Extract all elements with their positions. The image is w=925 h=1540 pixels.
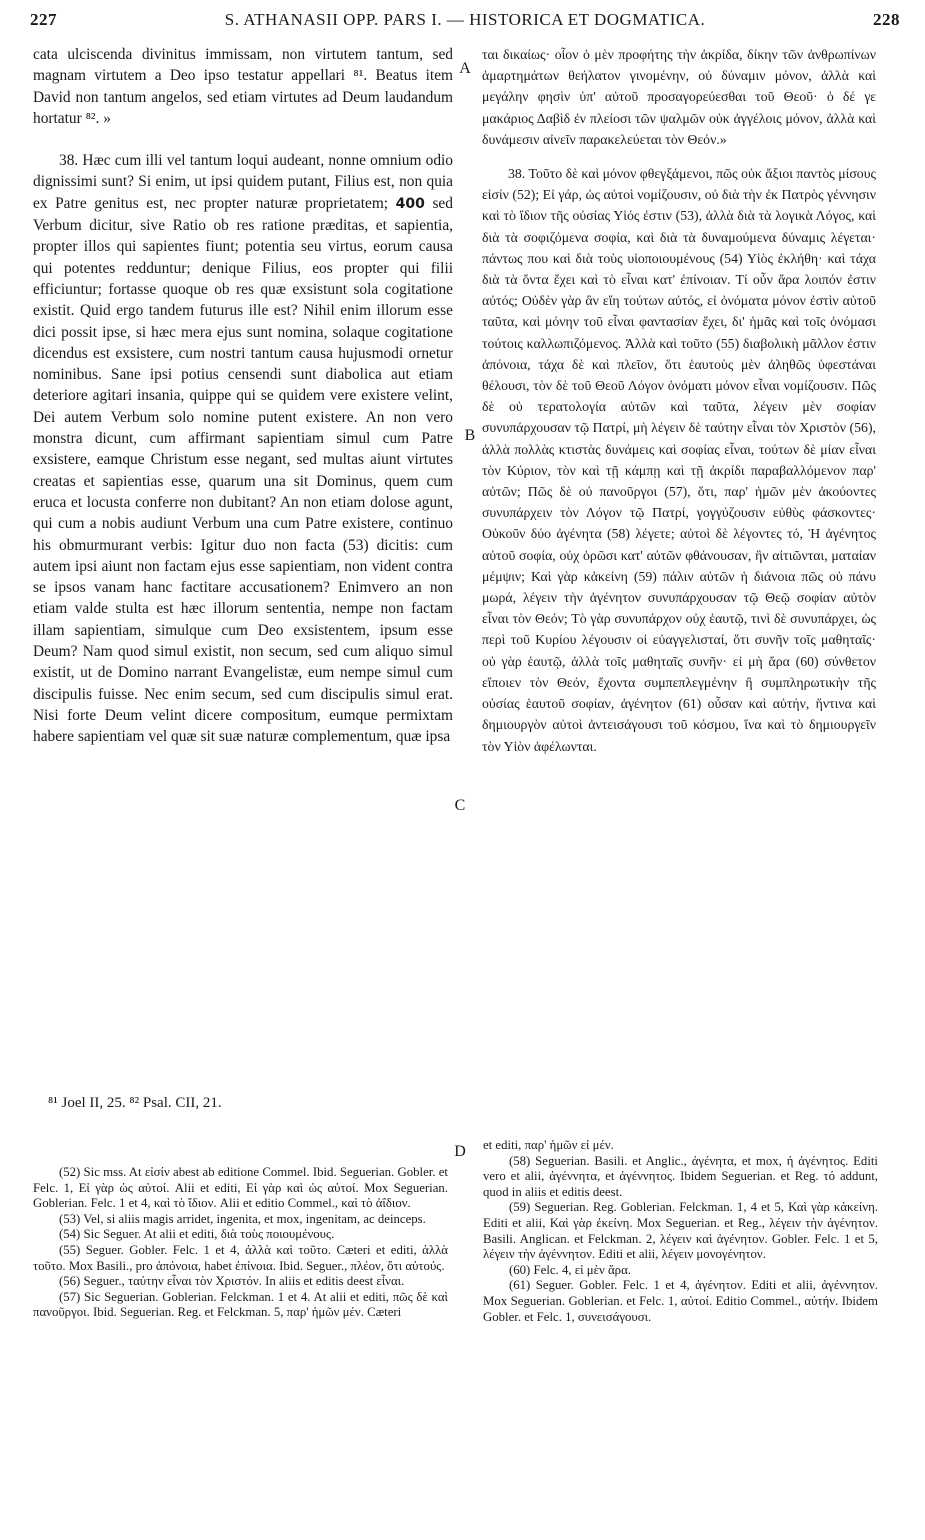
greek-paragraph-1: ται δικαίως· οἷον ὁ μὲν προφήτης τὴν ἀκρίδα, δίκην τῶν ἀνθρωπίνων ἁμαρτημάτων θεήλατον γινομένην, οὐ δύναμιν μόνον, ἀλλὰ καὶ μεγάλην φησὶν ὑπ' αὐτοῦ προσαγορεύεσθαι τοῦ Θεοῦ· ὁ δέ γε μακάριος Δαβὶδ ἐν πλείοσι τῶν ψαλμῶν οὐκ ἀγγέλοις μόνον, ἀλλὰ καὶ δυνάμεσιν αἰνεῖν παρακελεύεται τὸν Θεόν.» — [482, 47, 876, 147]
latin-column — [33, 44, 453, 748]
page-number-right: 228 — [873, 10, 900, 29]
footnote-55: (55) Seguer. Gobler. Felc. 1 et 4, ἀλλὰ καὶ τοῦτο. Cæteri et editi, ἀλλὰ τοῦτο. Mox Basili., pro ἀπόνοια, habet ἐπίνοια. Ibid. Seguer., πλέον, ὅτι αὐτούς. — [33, 1242, 448, 1273]
footnotes-right — [483, 1138, 878, 1325]
latin-paragraph-2-start: 38. Hæc cum illi vel tantum loqui audeant, nonne omnium odio dignissimi sunt? Si enim, ut ipsi quidem putant, Filius est, non quia ex Patre genitus est, nec propter naturæ proprietatem; — [33, 152, 453, 212]
footnote-53: (53) Vel, si aliis magis arridet, ingenita, et mox, ingenitam, ac deinceps. — [59, 1211, 426, 1226]
running-title: S. ATHANASII OPP. PARS I. — HISTORICA ET DOGMATICA. — [224, 10, 706, 29]
footnote-54: (54) Sic Seguer. At alii et editi, διὰ τοὺς ποιουμένους. — [59, 1227, 335, 1242]
page-number-left: 227 — [30, 10, 57, 29]
footnotes-left — [33, 1165, 448, 1321]
margin-letter-d: D — [454, 1143, 466, 1160]
running-header — [30, 10, 900, 36]
latin-paragraph-1: cata ulciscenda divinitus immissam, non virtutem tantum, sed magnam virtutem a Deo ipso testatur appellari ⁸¹. Beatus item David non tantum angelos, sed etiam virtutes ad Deum laudandum hortatur ⁸². » — [33, 46, 453, 127]
footnote-52: (52) Sic mss. At εἰσίν abest ab editione Commel. Ibid. Seguerian. Gobler. et Felc. 1, Εἰ γὰρ ὡς αὐτοί. Alii et editi, Εἰ γὰρ καὶ ὡς αὐτοί. Mox Seguerian. Goblerian. Felc. 1 et 4, καὶ τὸ ἴδιον. Alii et editio Commel., καὶ τὸ ἀΐδιον. — [33, 1165, 448, 1211]
latin-paragraph-2 — [33, 150, 453, 747]
scripture-notes: ⁸¹ Joel II, 25. ⁸² Psal. CII, 21. — [48, 1095, 222, 1111]
footnote-60: (60) Felc. 4, εἰ μὲν ἄρα. — [509, 1262, 631, 1277]
margin-letter-a: A — [459, 60, 471, 77]
footnote-57-continued: et editi, παρ' ἡμῶν εἰ μέν. — [483, 1138, 614, 1152]
footnote-59: (59) Seguerian. Reg. Goblerian. Felckman. 1, 4 et 5, Καὶ γὰρ κἀκείνη. Editi et alii, Καὶ γὰρ ἐκείνη. Mox Seguerian. et Reg., λέγειν τὴν ἀγένητον. Basili. Anglican. et Felckman. 2, λέγειν καὶ ἀγένητον. Gobler. Felc. 1 et 5, λέγειν τὴν ἀγέννητον. Editi et alii, λέγειν μονογένητον. — [483, 1200, 878, 1262]
latin-paragraph-2-rest: sed Verbum dicitur, sive Ratio ob res ratione præditas, et sapientia, propter illos qui sapientes fiunt; potentia seu virtus, eorum causa qui potentes redduntur; denique Filius, eos propter qui filii efficiuntur; fortasse quoque ob res quæ exsistunt sola cogitatione existit. Quid ergo tandem futurus ille est? Nihil enim illorum esse dici possit ipse, si hæc mera ejus sunt nomina, solaque cogitatione dicendus est exsistere, cum nostri tantum causa hujusmodi ornetur nominibus. Sane ipsi potius censendi sunt diabolica aut etiam deteriore agitari insania, quippe qui se quidem vere existere velint, Dei autem Verbum solo nomine putent existere. An non vero monstra dicunt, cum affirmant sapientiam simul cum Patre exsistere, eamque Christum esse negant, sed multas aiunt virtutes creatas et sapientias esse, quarum una sit Dominus, quem cum eruca et locusta conferre non dubitant? An non etiam dolose agunt, qui cum a nobis audiunt Verbum una cum Patre existere, continuo his obmurmurant verbis: Igitur duo non facta (53) dicitis: cum autem ipsi aiunt non factam ejus esse sapientiam, non vident contra se ipsos vanam hanc factitare accusationem? Enimvero an non etiam valde stulta est hæc illorum sententia, nempe non factam illam sapientiam, simulque cum Deo exsistentem, ipsum esse Deum? Nam quod simul existit, non secum, sed cum aliquo simul existit, ut de Domino narrant Evangelistæ, eum nempe simul cum discipulis fuisse. Nec enim secum, sed cum discipulis simul erat. Nisi forte Deum velint dicere compositum, eumque permixtam habere sapientiam vel quæ sit suæ naturæ complementum, quæ ipsa — [33, 194, 453, 746]
footnote-57: (57) Sic Seguerian. Goblerian. Felckman. 1 et 4. At alii et editi, πῶς δὲ καὶ πανοῦργοι. Ibid. Seguerian. Reg. et Felckman. 5, παρ' ἡμῶν μέν. Cæteri — [33, 1289, 448, 1320]
greek-column — [482, 44, 876, 757]
margin-letter-b: B — [464, 427, 476, 444]
footnote-61: (61) Seguer. Gobler. Felc. 1 et 4, ἀγένητον. Editi et alii, ἀγέννητον. Mox Seguerian. Goblerian. et Felc. 1, αὐτοί. Editio Commel., αὐτήν. Ibidem Gobler. et Felc. 1, συνεισάγουσι. — [483, 1278, 878, 1324]
greek-paragraph-2: 38. Τοῦτο δὲ καὶ μόνον φθεγξάμενοι, πῶς οὐκ ἄξιοι παντὸς μίσους εἰσίν (52); Εἰ γάρ, ὡς αὐτοὶ νομίζουσιν, οὐ διὰ τὴν ἐκ Πατρὸς γέννησιν καὶ τὸ ἴδιον τῆς οὐσίας Υἱός ἐστιν (53), ἀλλὰ διὰ τὰ λογικὰ Λόγος, καὶ διὰ τὰ σοφιζόμενα σοφία, καὶ διὰ τὰ δυναμούμενα δύναμις λέγεται· πάντως που καὶ διὰ τοὺς υἱοποιουμένους (54) Υἱὸς ἐκλήθη· καὶ τάχα διὰ τὰ ὄντα ἔχει καὶ τὸ εἶναι κατ' ἐπίνοιαν. Τί οὖν ἄρα λοιπόν ἐστιν αὐτός; Οὐδὲν γὰρ ἂν εἴη τούτων αὐτός, εἰ ὀνόματα μόνον ἐστὶν αὐτοῦ ταῦτα, καὶ μόνην τοῦ εἶναι φαντασίαν ἔχει, δι' ἡμᾶς καὶ τοῖς ὀνόμασι τούτοις καλλωπιζόμενος. Ἀλλὰ καὶ τοῦτο (55) διαβολικὴ μᾶλλον ἐστιν ἀπόνοια, τάχα δὲ καὶ πλεῖον, ὅτι ἑαυτοὺς μὲν ἀληθῶς ὑφεστάναι θέλουσι, τὸν δὲ τοῦ Θεοῦ Λόγον ὀνόματι μόνον εἶναι νομίζουσιν. Πῶς δὲ οὐ τερατολογία αὐτῶν καὶ ταῦτα, λέγειν μὲν σοφίαν συνυπάρχουσαν τῷ Πατρί, μὴ λέγειν δὲ ταύτην εἶναι τὸν Χριστὸν (56), ἀλλὰ πολλὰς κτιστὰς δυνάμεις καὶ σοφίας εἶναι, τούτων δὲ μίαν εἶναι τὸν Κύριον, τὸν καὶ τῇ κάμπῃ καὶ τῇ ἀκρίδι παραβαλλόμενον παρ' αὐτῶν; Πῶς δὲ οὐ πανοῦργοι (57), ὅτι, παρ' ἡμῶν μὲν ἀκούοντες συνυπάρχειν τὸν Λόγον τῷ Πατρί, γογγύζουσιν εὐθὺς φάσκοντες· Οὐκοῦν δύο ἀγένητα (58) λέγετε; αὐτοὶ δὲ λέγοντες τό, Ἡ ἀγένητος αὐτοῦ σοφία, οὐχ ὁρῶσι κατ' αὐτῶν φθάνουσαν, ἣν αἰτιῶνται, ματαίαν μέμψιν; Καὶ γὰρ κἀκείνη (59) πάλιν αὐτῶν ἡ διάνοια πῶς οὐ πάνυ μωρά, λέγειν τὴν ἀγένητον συνυπάρχουσαν τῷ Θεῷ σοφίαν αὐτὸν εἶναι τὸν Θεόν; Τὸ γὰρ συνυπάρχον οὐχ ἑαυτῷ, τινὶ δὲ συνυπάρχει, ὡς περὶ τοῦ Κυρίου λέγουσιν οἱ εὐαγγελισταί, ὅτι συνῆν τοῖς μαθηταῖς· οὐ γὰρ ἑαυτῷ, ἀλλὰ τοῖς μαθηταῖς συνῆν· εἰ μὴ ἄρα (60) σύνθετον εἴποιεν τὸν Θεόν, ἔχοντα συμπεπλεγμένην ἢ συμπληρωτικὴν τῆς οὐσίας ἑαυτοῦ σοφίαν, ἀγένητον (61) οὖσαν καὶ αὐτήν, ἥντινα καὶ δημιουργὸν αὐτοὶ ἀντεισάγουσι τοῦ κόσμου, ἵνα καὶ τὸ δημιουργεῖν τὸν Υἱὸν ἀφέλωνται. — [482, 166, 876, 754]
footnote-58: (58) Seguerian. Basili. et Anglic., ἀγένητα, et mox, ἡ ἀγένητος. Editi vero et alii, ἀγέννητα, et ἀγέννητος. Ibidem Seguerian. et Reg. τό addunt, quod in aliis et editis deest. — [483, 1153, 878, 1199]
footnote-56: (56) Seguer., ταύτην εἶναι τὸν Χριστόν. In aliis et editis deest εἶναι. — [59, 1274, 405, 1289]
column-number: 400 — [395, 195, 425, 212]
margin-letter-c: C — [454, 797, 466, 814]
